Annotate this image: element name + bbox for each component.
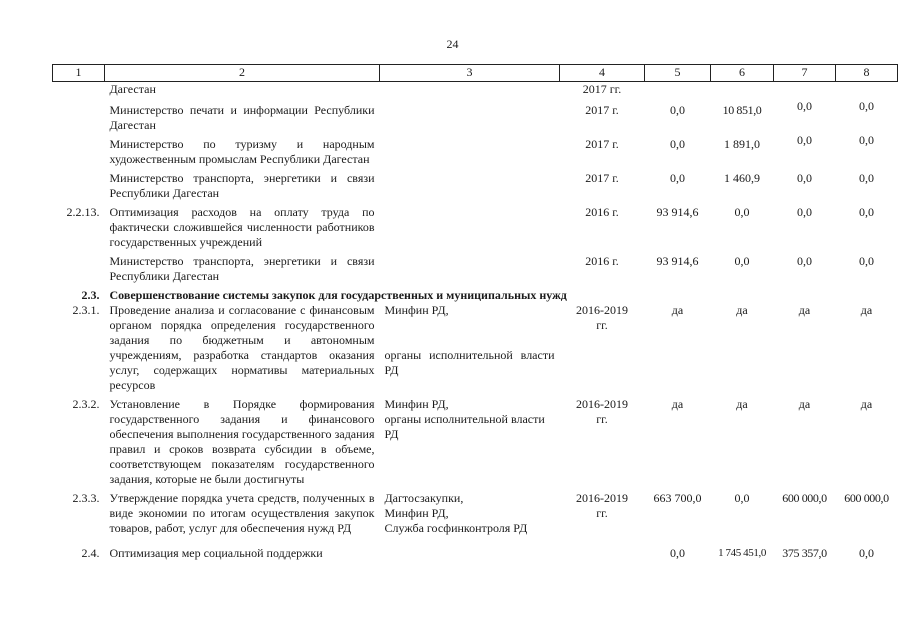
row-col5: 93 914,6 [656,204,699,219]
row-col8: 0,0 [859,170,874,185]
row-col7 [774,82,836,99]
row-col7: 375 357,0 [782,545,827,560]
header-col-6: 6 [711,65,774,82]
executor-bottom: органы исполнительной власти РД [384,347,555,377]
row-col8: 0,0 [859,204,874,219]
row-description: Оптимизация мер социальной поддержки [109,545,323,560]
row-number: 2.3.3. [72,490,100,505]
row-period: 2016 г. [585,204,619,219]
row-col8: 0,0 [859,98,874,113]
table-row [53,167,898,201]
row-period: 2016-2019 гг. [576,490,628,520]
executor-top: Минфин РД, [384,302,449,317]
row-executor: Дагтосзакупки, Минфин РД, Служба госфинконтроля РД [384,490,528,535]
row-col5 [645,82,711,99]
row-col7: 0,0 [797,170,812,185]
table-row [53,82,898,99]
row-col7: 0,0 [797,204,812,219]
table-row [53,99,898,133]
row-executor: Минфин РД, органы исполнительной власти РД [384,396,545,441]
header-col-2: 2 [105,65,380,82]
row-col8: 600 000,0 [844,490,889,505]
row-period: 2017 г. [585,102,619,117]
row-description: Установление в Порядке формирования государственного задания и финансового обеспечения выполнения государственного задания правил и сроков возврата субсидии в объеме, соответствующем показателям государственного задания, которые не были достигнуты [109,396,375,486]
row-executor [380,201,560,250]
row-description: Проведение анализа и согласование с финансовым органом порядка определения государственного задания по бюджетным и автономным учреждениям, разработка стандартов оказания услуг, содержащих нормативы материальных ресурсов [109,302,375,392]
row-period: 2016-2019 гг. [576,396,628,426]
row-executor [380,536,560,561]
row-number: 2.4. [81,545,100,560]
row-col6: да [736,396,748,411]
row-number [53,82,105,99]
row-col8: 0,0 [859,545,874,560]
row-col6: 1 891,0 [724,136,760,151]
row-col5: 0,0 [670,170,685,185]
row-col8: 0,0 [859,132,874,147]
row-col7: 0,0 [797,132,812,147]
row-col5: 0,0 [670,545,685,560]
row-col6: да [736,302,748,317]
row-col5: 0,0 [670,136,685,151]
row-executor [380,82,560,99]
row-number: 2.3.2. [72,396,100,411]
row-number [53,250,105,284]
row-number [53,133,105,167]
row-number [53,99,105,133]
row-executor [380,250,560,284]
row-period: 2016-2019 гг. [576,302,628,332]
row-description: Министерство печати и информации Республики Дагестан [109,102,375,132]
row-number [53,167,105,201]
row-col6: 0,0 [734,253,750,268]
row-period [560,536,645,561]
table-row [53,303,898,393]
section-row [53,284,898,303]
row-col8 [836,82,898,99]
row-executor [380,99,560,133]
section-title: Совершенствование системы закупок для государственных и муниципальных нужд [109,287,567,302]
row-description: Министерство по туризму и народным художественным промыслам Республики Дагестан [109,136,375,166]
table-row [53,487,898,536]
row-col5: 663 700,0 [653,490,702,505]
row-description: Утверждение порядка учета средств, полученных в виде экономии по итогам осуществления закупок товаров, работ, услуг для обеспечения нужд РД [109,490,375,535]
header-row [53,65,898,82]
row-description: Министерство транспорта, энергетики и связи Республики Дагестан [109,170,375,200]
row-col8: да [860,396,873,411]
row-executor [380,167,560,201]
row-col7: да [798,396,811,411]
row-col6 [711,82,774,99]
row-description: Министерство транспорта, энергетики и связи Республики Дагестан [109,253,375,283]
row-col5: да [671,302,684,317]
row-number: 2.2.13. [66,204,100,219]
row-col6: 0,0 [734,204,750,219]
row-col5: 0,0 [670,102,685,117]
header-col-5: 5 [645,65,711,82]
page-number: 24 [446,37,459,51]
row-col7: 0,0 [797,98,812,113]
table-row [53,536,898,561]
row-period: 2016 г. [585,253,619,268]
header-col-8: 8 [836,65,898,82]
header-col-4: 4 [560,65,645,82]
row-col8: да [860,302,873,317]
row-period: 2017 гг. [582,82,622,96]
row-col6: 10 851,0 [722,102,762,117]
row-period: 2017 г. [585,136,619,151]
budget-table [52,64,898,561]
row-col6: 1 460,9 [724,170,760,185]
row-col7: 600 000,0 [782,490,827,505]
table-row [53,250,898,284]
row-col8: 0,0 [859,253,874,268]
row-col7: 0,0 [797,253,812,268]
row-col5: 93 914,6 [656,253,699,268]
row-executor [380,133,560,167]
section-number: 2.3. [81,287,100,302]
table-row [53,201,898,250]
row-col7: да [798,302,811,317]
row-number: 2.3.1. [72,302,100,317]
header-col-3: 3 [380,65,560,82]
row-executor [380,303,560,393]
row-col5: да [671,396,684,411]
row-col6: 1 745 451,0 [718,546,766,559]
header-col-7: 7 [774,65,836,82]
row-period: 2017 г. [585,170,619,185]
header-col-1: 1 [53,65,105,82]
row-description: Оптимизация расходов на оплату труда по фактически сложившейся численности работников государственных учреждений [109,204,375,249]
row-description: Дагестан [109,82,156,96]
row-col6: 0,0 [734,490,750,505]
table-row [53,393,898,487]
table-row [53,133,898,167]
